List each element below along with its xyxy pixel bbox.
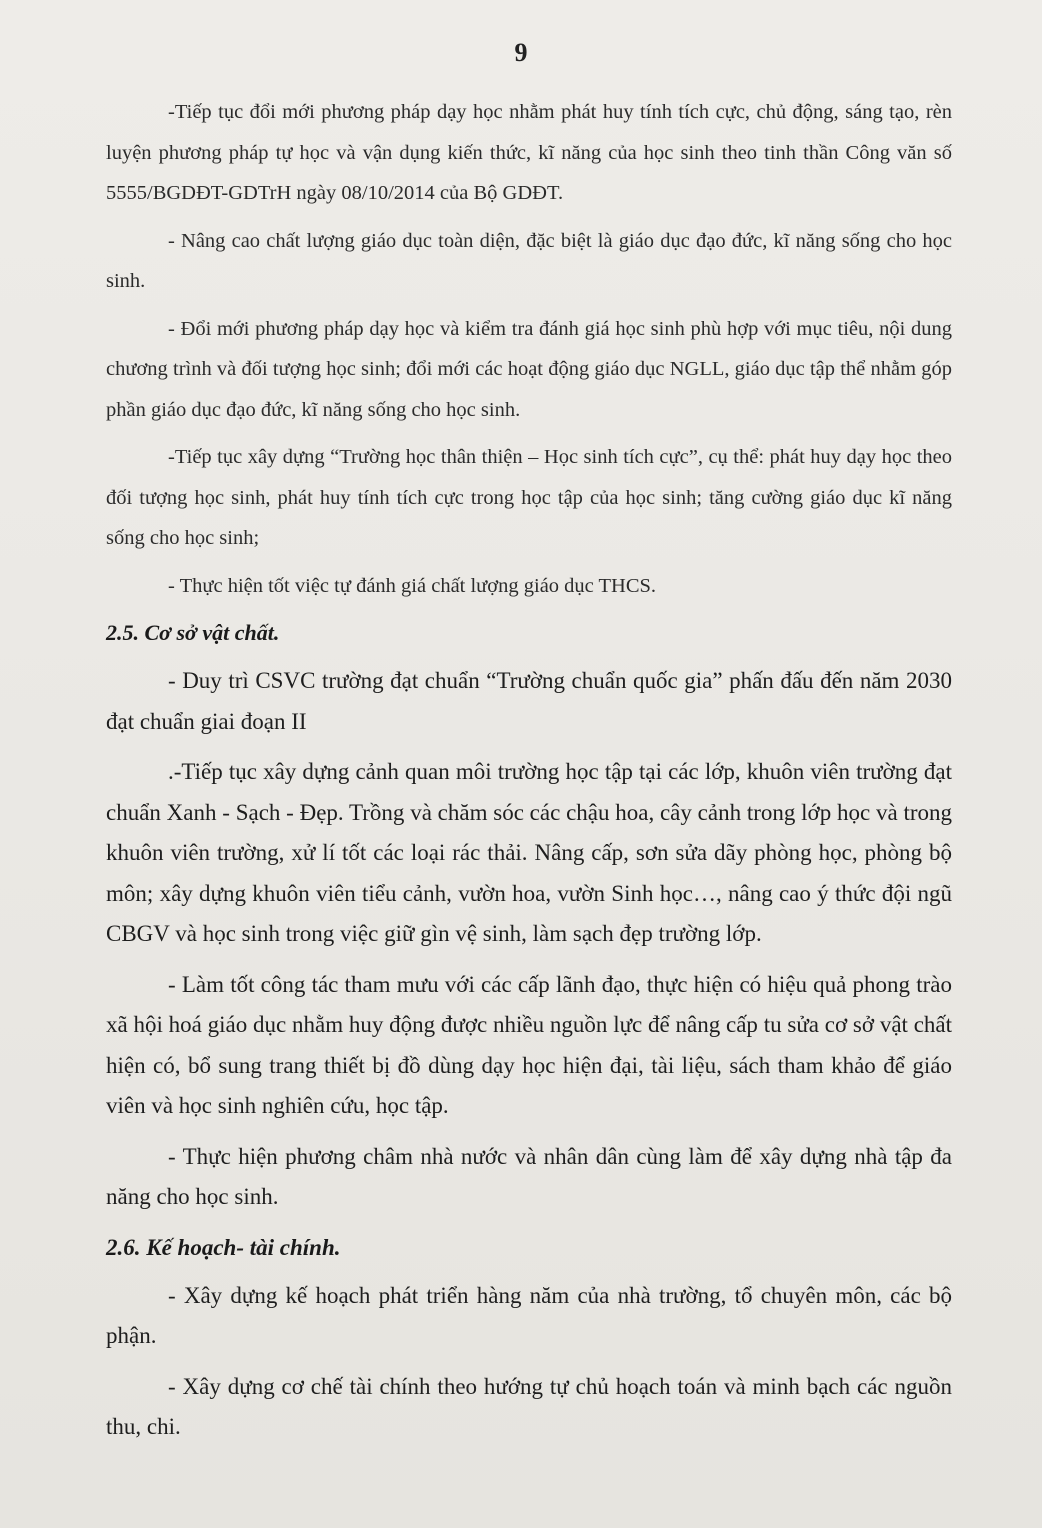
section-2-6 — [106, 1228, 952, 1448]
section-goals — [106, 92, 952, 606]
page-number: 9 — [514, 38, 528, 67]
paragraph: - Thực hiện phương châm nhà nước và nhân dân cùng làm để xây dựng nhà tập đa năng cho học sinh. — [106, 1143, 952, 1209]
section-2-5 — [106, 613, 952, 1218]
paragraph: -Tiếp tục đổi mới phương pháp dạy học nhằm phát huy tính tích cực, chủ động, sáng tạo, rèn luyện phương pháp tự học và vận dụng kiến thức, kĩ năng của học sinh theo tinh thần Công văn số 5555/BGDĐT-GDTrH ngày 08/10/2014 của Bộ GDĐT. — [106, 101, 952, 204]
paragraph: - Đổi mới phương pháp dạy học và kiểm tra đánh giá học sinh phù hợp với mục tiêu, nội dung chương trình và đối tượng học sinh; đổi mới các hoạt động giáo dục NGLL, giáo dục tập thể nhằm góp phần giáo dục đạo đức, kĩ năng sống cho học sinh. — [106, 317, 952, 421]
section-heading: 2.5. Cơ sở vật chất. — [106, 620, 280, 645]
paragraph: - Xây dựng kế hoạch phát triển hàng năm của nhà trường, tổ chuyên môn, các bộ phận. — [106, 1282, 952, 1348]
paragraph: - Thực hiện tốt việc tự đánh giá chất lượng giáo dục THCS. — [168, 574, 657, 597]
paragraph: - Nâng cao chất lượng giáo dục toàn diện, đặc biệt là giáo dục đạo đức, kĩ năng sống cho học sinh. — [106, 229, 952, 292]
document-body — [106, 92, 952, 1458]
section-heading: 2.6. Kế hoạch- tài chính. — [106, 1234, 341, 1260]
paragraph: .-Tiếp tục xây dựng cảnh quan môi trường học tập tại các lớp, khuôn viên trường đạt chuẩn Xanh - Sạch - Đẹp. Trồng và chăm sóc các chậu hoa, cây cảnh trong lớp học và trong khuôn viên trường, xử lí tốt các loại rác thải. Nâng cấp, sơn sửa dãy phòng học, phòng bộ môn; xây dựng khuôn viên tiểu cảnh, vườn hoa, vườn Sinh học…, nâng cao ý thức đội ngũ CBGV và học sinh trong việc giữ gìn vệ sinh, làm sạch đẹp trường lớp. — [106, 759, 952, 946]
paragraph: -Tiếp tục xây dựng “Trường học thân thiện – Học sinh tích cực”, cụ thể: phát huy dạy học theo đối tượng học sinh, phát huy tính tích cực trong học tập của học sinh; tăng cường giáo dục kĩ năng sống cho học sinh; — [106, 446, 952, 549]
paragraph: - Xây dựng cơ chế tài chính theo hướng tự chủ hoạch toán và minh bạch các nguồn thu, chi. — [106, 1373, 952, 1439]
paragraph: - Duy trì CSVC trường đạt chuẩn “Trường chuẩn quốc gia” phấn đấu đến năm 2030 đạt chuẩn giai đoạn II — [106, 668, 952, 734]
paragraph: - Làm tốt công tác tham mưu với các cấp lãnh đạo, thực hiện có hiệu quả phong trào xã hội hoá giáo dục nhằm huy động được nhiều nguồn lực để nâng cấp tu sửa cơ sở vật chất hiện có, bổ sung trang thiết bị đồ dùng dạy học hiện đại, tài liệu, sách tham khảo để giáo viên và học sinh nghiên cứu, học tập. — [106, 971, 952, 1118]
